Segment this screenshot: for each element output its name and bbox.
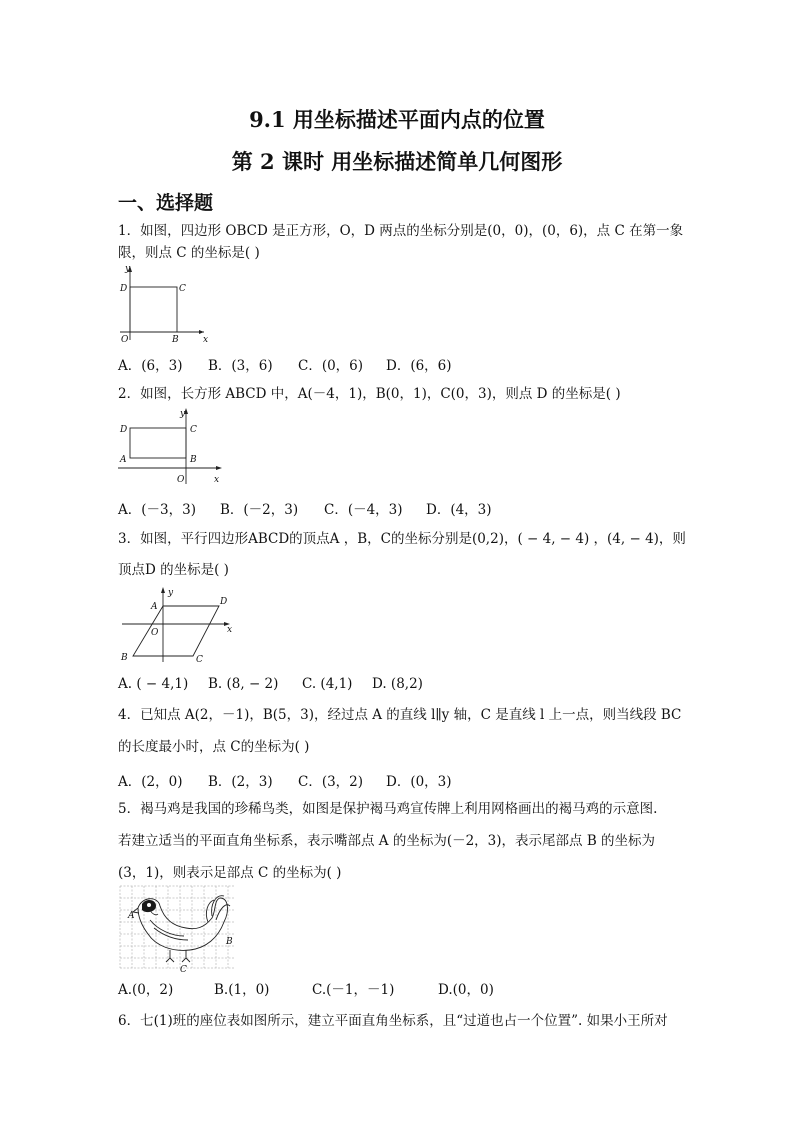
q2-option-c[interactable]: C．(－4，3) xyxy=(324,502,403,518)
q2-figure xyxy=(116,404,228,488)
q1-option-d[interactable]: D．(6，6) xyxy=(386,358,452,374)
q3-label-C: C xyxy=(196,655,203,665)
q2-label-O: O xyxy=(177,475,185,485)
q5-figure xyxy=(120,886,236,975)
q3-options xyxy=(118,676,423,692)
q1-label-O: O xyxy=(121,335,129,345)
q1-label-B: B xyxy=(172,335,179,345)
q1-options xyxy=(118,354,452,374)
q4-text-line2: 的长度最小时，点 C的坐标为( ) xyxy=(118,739,310,755)
q4-option-a[interactable]: A．(2，0) xyxy=(118,774,183,790)
q2-options xyxy=(118,498,492,518)
q2-label-x: x xyxy=(214,475,220,485)
q5-label-C: C xyxy=(180,965,187,975)
q1-option-a[interactable]: A．(6，3) xyxy=(118,358,183,374)
q3-option-c[interactable]: C. (4,1) xyxy=(302,676,353,692)
q2-label-y: y xyxy=(180,409,186,419)
q5-text-line1: 5．褐马鸡是我国的珍稀鸟类，如图是保护褐马鸡宣传牌上利用网格画出的褐马鸡的示意图. xyxy=(118,801,658,817)
q1-text-line2: 限，则点 C 的坐标是( ) xyxy=(118,245,260,261)
q5-label-B: B xyxy=(226,937,233,947)
q5-option-b[interactable]: B.(1，0) xyxy=(214,982,270,998)
q2-label-A: A xyxy=(120,455,127,465)
q3-label-B: B xyxy=(121,653,128,663)
q5-option-a[interactable]: A.(0，2) xyxy=(118,982,174,998)
q1-label-C: C xyxy=(179,284,186,294)
pheasant-eye xyxy=(147,903,151,907)
q3-label-O: O xyxy=(151,628,159,638)
q4-option-c[interactable]: C．(3，2) xyxy=(298,774,364,790)
q5-label-A: A xyxy=(128,911,135,921)
q2-text-line1: 2．如图，长方形 ABCD 中，A(－4，1)，B(0，1)，C(0，3)，则点 D 的坐标是( ) xyxy=(118,386,621,402)
q2-rectangle xyxy=(130,428,186,458)
q3-label-y: y xyxy=(168,588,174,598)
q1-figure xyxy=(116,262,212,344)
page-title: 9.1 用坐标描述平面内点的位置 xyxy=(249,107,545,132)
q3-option-b[interactable]: B. (8, − 2) xyxy=(208,676,279,692)
page-subtitle: 第 2 课时 用坐标描述简单几何图形 xyxy=(231,149,563,174)
q1-label-y: y xyxy=(125,264,131,274)
q3-option-a[interactable]: A. ( − 4,1) xyxy=(118,676,189,692)
q4-options xyxy=(118,770,452,790)
q5-text-line3: (3，1)，则表示足部点 C 的坐标为( ) xyxy=(118,865,342,881)
q5-text-line2: 若建立适当的平面直角坐标系，表示嘴部点 A 的坐标为(－2，3)，表示尾部点 B 的坐标为 xyxy=(118,833,656,849)
section-heading: 一、选择题 xyxy=(118,192,214,214)
q3-option-d[interactable]: D. (8,2) xyxy=(372,676,423,692)
q2-label-C: C xyxy=(190,425,197,435)
q3-label-D: D xyxy=(220,597,228,607)
q1-text-line1: 1．如图，四边形 OBCD 是正方形，O，D 两点的坐标分别是(0，0)，(0，6)，点 C 在第一象 xyxy=(118,223,684,239)
q5-option-c[interactable]: C.(－1，－1) xyxy=(312,982,395,998)
q1-label-D: D xyxy=(120,284,128,294)
q2-label-D: D xyxy=(120,425,128,435)
q1-label-x: x xyxy=(203,335,209,345)
q5-grid xyxy=(120,886,234,968)
q1-square xyxy=(130,287,177,332)
q2-option-b[interactable]: B．(－2，3) xyxy=(220,502,299,518)
q3-text-line2: 顶点D 的坐标是( ) xyxy=(118,562,229,578)
q4-text-line1: 4．已知点 A(2，－1)，B(5，3)，经过点 A 的直线 l∥y 轴，C 是直线 l 上一点，则当线段 BC xyxy=(118,707,682,723)
q5-option-d[interactable]: D.(0，0) xyxy=(438,982,494,998)
q3-text-line1: 3．如图，平行四边形ABCD的顶点A ，B，C的坐标分别是(0,2)，( − 4, − 4) ，(4, − 4)，则 xyxy=(118,531,686,547)
q1-option-b[interactable]: B．(3，6) xyxy=(208,358,273,374)
q6-text-line1: 6．七(1)班的座位表如图所示，建立平面直角坐标系，且“过道也占一个位置”. 如果小王所对 xyxy=(118,1013,668,1029)
q3-figure xyxy=(118,584,240,666)
q4-option-d[interactable]: D．(0，3) xyxy=(386,774,452,790)
q5-options xyxy=(118,978,494,998)
q2-option-a[interactable]: A．(－3，3) xyxy=(118,502,196,518)
q3-label-A: A xyxy=(151,602,158,612)
q2-option-d[interactable]: D．(4，3) xyxy=(426,502,492,518)
q4-option-b[interactable]: B．(2，3) xyxy=(208,774,273,790)
q3-label-x: x xyxy=(227,625,233,635)
q1-option-c[interactable]: C．(0，6) xyxy=(298,358,364,374)
q3-parallelogram xyxy=(133,606,219,656)
q2-label-B: B xyxy=(190,455,197,465)
